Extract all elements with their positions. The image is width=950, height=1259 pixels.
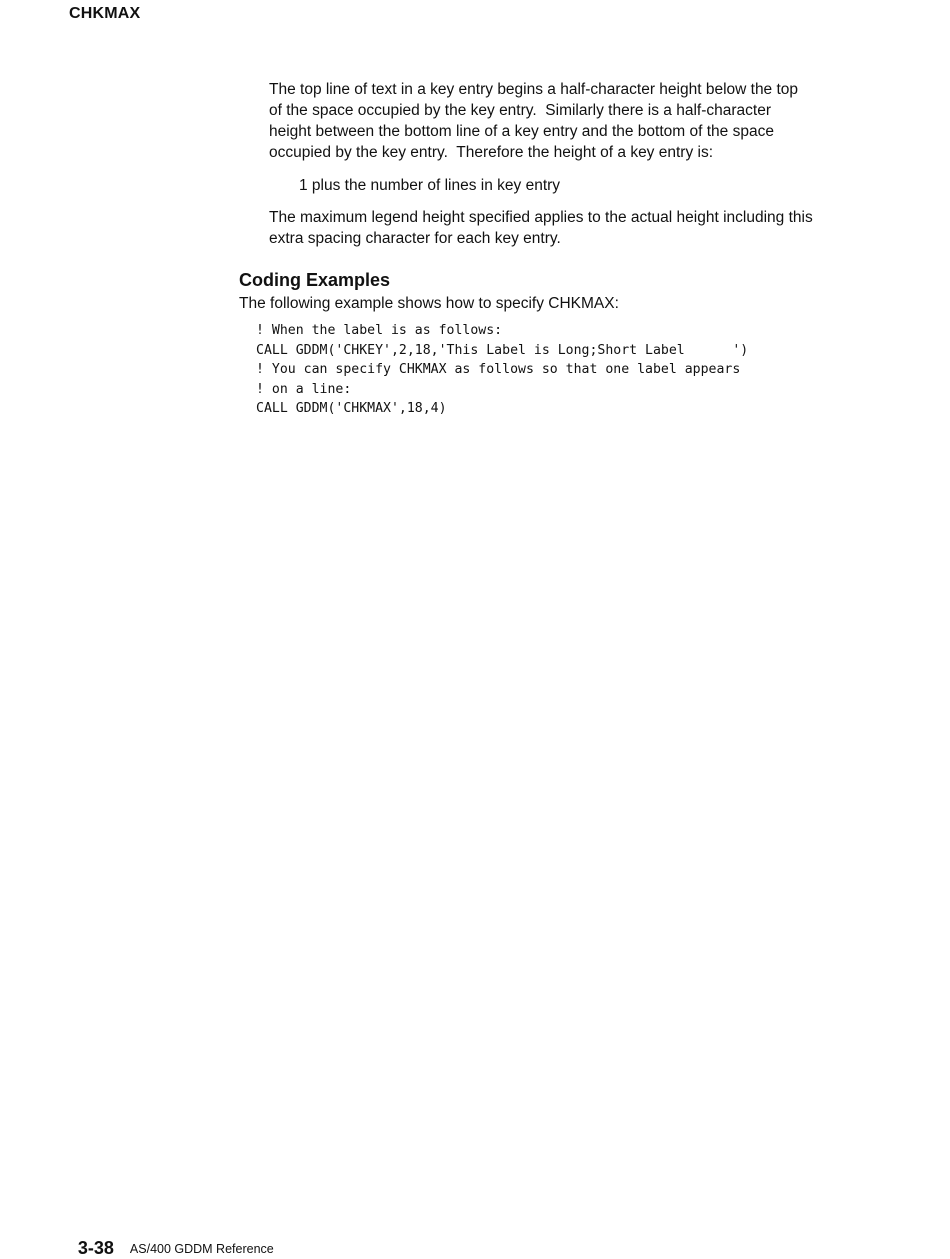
paragraph-line: occupied by the key entry. Therefore the height of a key entry is: [269, 144, 714, 161]
running-head: CHKMAX [69, 5, 141, 22]
paragraph-line: The top line of text in a key entry begins a half-character height below the top [269, 81, 799, 98]
paragraph-line: of the space occupied by the key entry. Similarly there is a half-character [269, 102, 771, 119]
code-line: CALL GDDM('CHKEY',2,18,'This Label is Long;Short Label ') [256, 342, 749, 358]
paragraph-line: height between the bottom line of a key entry and the bottom of the space [269, 123, 774, 140]
page-footer [69, 1220, 274, 1259]
height-formula: 1 plus the number of lines in key entry [299, 177, 561, 194]
paragraph-maximum-legend-height [269, 207, 869, 249]
paragraph-line: The maximum legend height specified applies to the actual height including this [269, 209, 813, 226]
code-line: ! When the label is as follows: [256, 323, 503, 338]
code-line: ! on a line: [256, 381, 352, 397]
code-line: ! You can specify CHKMAX as follows so that one label appears [256, 362, 741, 377]
section-intro: The following example shows how to specify CHKMAX: [239, 295, 619, 312]
book-title: AS/400 GDDM Reference [129, 1242, 274, 1256]
page-number: 3-38 [77, 1238, 114, 1258]
paragraph-line: extra spacing character for each key entry. [269, 230, 561, 247]
code-line: CALL GDDM('CHKMAX',18,4) [256, 401, 447, 416]
section-heading-coding-examples: Coding Examples [239, 270, 391, 290]
paragraph-key-entry-height [269, 79, 869, 163]
code-example [256, 321, 748, 419]
